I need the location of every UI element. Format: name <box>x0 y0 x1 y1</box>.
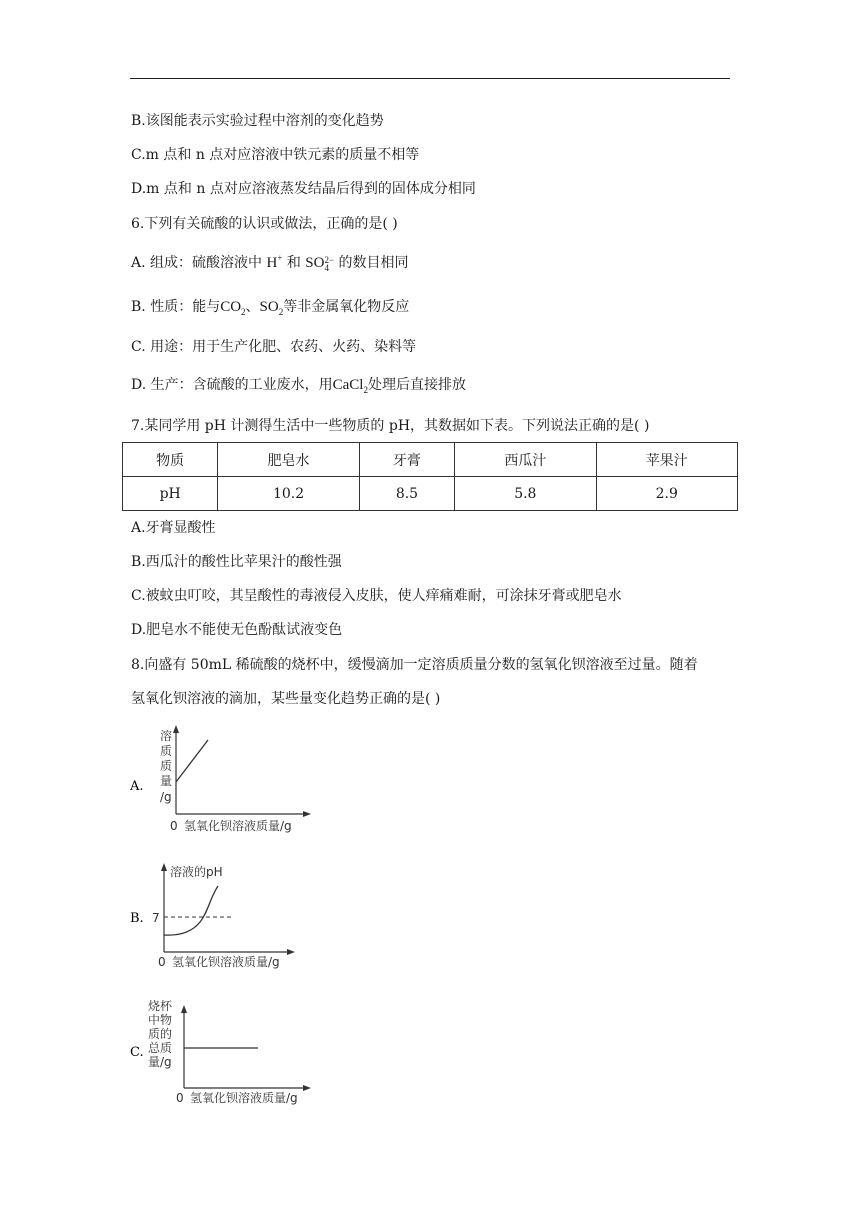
graph-c-label: C. <box>130 1045 144 1060</box>
co2-formula: $CO_2$ <box>220 299 246 317</box>
table-cell: 2.9 <box>596 477 737 511</box>
svg-text:7: 7 <box>152 911 160 925</box>
table-cell: 8.5 <box>359 477 454 511</box>
q8-stem-line1: 8.向盛有 50mL 稀硫酸的烧杯中，缓慢滴加一定溶质质量分数的氢氧化钡溶液至过量。随着 <box>131 657 698 673</box>
q6-a-suffix: 的数目相同 <box>338 255 409 271</box>
svg-text:烧杯: 烧杯 <box>148 999 173 1013</box>
svg-text:0: 0 <box>176 1091 184 1105</box>
header-rule <box>130 78 730 79</box>
q5-option-d: D.m 点和 n 点对应溶液蒸发结晶后得到的固体成分相同 <box>131 181 476 197</box>
ph-table <box>122 442 738 511</box>
graph-option-b <box>130 858 320 973</box>
table-cell: pH <box>123 477 218 511</box>
q6-stem: 6.下列有关硫酸的认识或做法，正确的是( ) <box>131 216 398 232</box>
svg-text:0: 0 <box>158 955 166 969</box>
q7-option-a: A.牙膏显酸性 <box>131 520 216 536</box>
svg-text:质: 质 <box>160 759 173 773</box>
svg-text:量/g: 量/g <box>148 1055 172 1069</box>
sulfate-formula: SO 2− 4 <box>305 254 335 273</box>
svg-text:质的: 质的 <box>148 1027 173 1041</box>
trend-line <box>176 740 208 782</box>
so2-formula: $SO_2$ <box>259 299 284 317</box>
table-cell: 10.2 <box>218 477 359 511</box>
svg-text:量: 量 <box>160 774 173 788</box>
q6-option-d: D. 生产：含硫酸的工业废水，用CaCl$_2$处理后直接排放 <box>131 377 466 395</box>
q6-option-b: B. 性质：能与$CO_2$、$SO_2$等非金属氧化物反应 <box>131 299 410 317</box>
graph-a-label: A. <box>130 779 144 794</box>
graph-b-label: B. <box>130 911 144 926</box>
q6-option-c: C. 用途：用于生产化肥、农药、火药、染料等 <box>131 339 417 355</box>
q6-a-prefix: A. 组成：硫酸溶液中 <box>131 255 263 271</box>
graph-option-c <box>130 996 320 1116</box>
q6-option-a <box>131 253 409 273</box>
table-header-row <box>123 443 738 477</box>
cacl2-formula: CaCl$_2$ <box>332 377 368 395</box>
graph-option-a <box>130 722 320 842</box>
q7-option-b: B.西瓜汁的酸性比苹果汁的酸性强 <box>131 554 342 570</box>
svg-text:氢氧化钡溶液质量/g: 氢氧化钡溶液质量/g <box>172 955 280 969</box>
svg-text:溶: 溶 <box>160 729 173 743</box>
table-row <box>123 477 738 511</box>
q7-stem: 7.某同学用 pH 计测得生活中一些物质的 pH，其数据如下表。下列说法正确的是( ) <box>131 418 650 434</box>
svg-text:氢氧化钡溶液质量/g: 氢氧化钡溶液质量/g <box>184 819 292 833</box>
q6-a-and: 和 <box>286 255 301 271</box>
h-plus-formula: H+ <box>266 253 283 271</box>
table-header-cell: 西瓜汁 <box>455 443 596 477</box>
svg-text:0: 0 <box>170 819 178 833</box>
table-header-cell: 苹果汁 <box>596 443 737 477</box>
q5-option-c: C.m 点和 n 点对应溶液中铁元素的质量不相等 <box>131 147 420 163</box>
table-cell: 5.8 <box>455 477 596 511</box>
q7-option-c: C.被蚊虫叮咬，其呈酸性的毒液侵入皮肤，使人痒痛难耐，可涂抹牙膏或肥皂水 <box>131 588 622 604</box>
table-header-cell: 肥皂水 <box>218 443 359 477</box>
svg-text:中物: 中物 <box>148 1013 173 1027</box>
svg-text:/g: /g <box>160 790 172 804</box>
table-header-cell: 物质 <box>123 443 218 477</box>
q5-option-b: B.该图能表示实验过程中溶剂的变化趋势 <box>131 113 384 129</box>
svg-text:溶液的pH: 溶液的pH <box>170 865 223 879</box>
table-header-cell: 牙膏 <box>359 443 454 477</box>
svg-text:质: 质 <box>160 744 173 758</box>
svg-text:氢氧化钡溶液质量/g: 氢氧化钡溶液质量/g <box>190 1091 298 1105</box>
svg-text:总质: 总质 <box>148 1041 173 1055</box>
q7-option-d: D.肥皂水不能使无色酚酞试液变色 <box>131 622 343 638</box>
q8-stem-line2: 氢氧化钡溶液的滴加，某些量变化趋势正确的是( ) <box>131 691 441 707</box>
ph-curve <box>164 886 218 935</box>
